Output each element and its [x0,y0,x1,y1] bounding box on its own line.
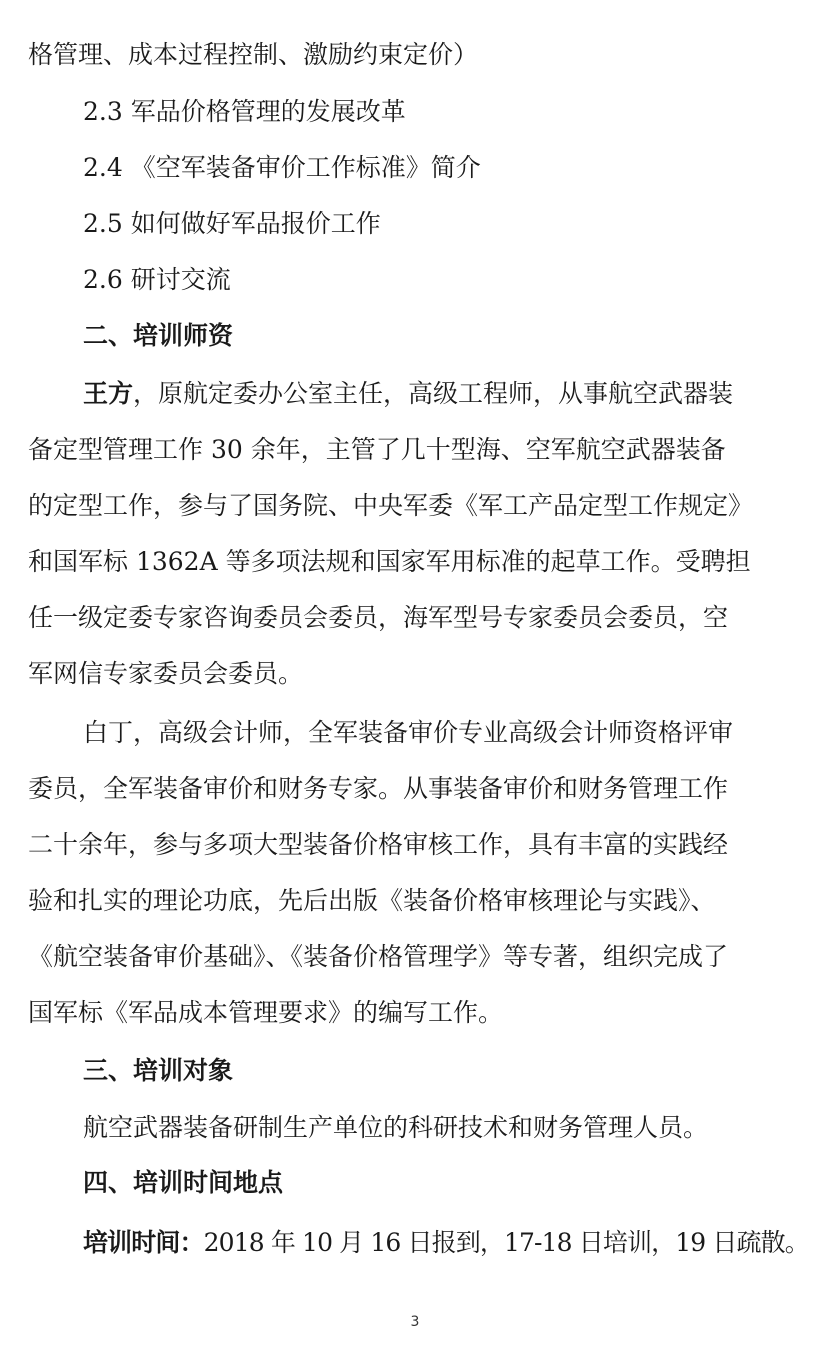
continued-line: 格管理、成本过程控制、激励约束定价） [28,40,479,69]
bio-baiding-line-5: 《航空装备审价基础》、《装备价格管理学》等专著，组织完成了 [28,942,729,971]
bio-wangfang-line-1-text: ，原航定委办公室主任，高级工程师，从事航空武器装 [133,379,734,408]
training-time-label: 培训时间： [83,1228,204,1257]
bio-baiding-line-3: 二十余年，参与多项大型装备价格审核工作，具有丰富的实践经 [28,830,729,859]
bio-wangfang-line-1 [83,377,803,411]
page-number: 3 [410,1314,420,1330]
toc-item-2-5: 2.5 如何做好军品报价工作 [83,209,381,238]
bio-wangfang-line-4: 和国军标 1362A 等多项法规和国家军用标准的起草工作。受聘担 [28,547,751,576]
training-time-line [83,1226,809,1260]
bio-baiding-line-1: 白丁，高级会计师，全军装备审价专业高级会计师资格评审 [83,718,734,747]
bio-wangfang-line-3: 的定型工作，参与了国务院、中央军委《军工产品定型工作规定》 [28,491,754,520]
toc-item-2-6: 2.6 研讨交流 [83,265,231,294]
training-time-value: 2018 年 10 月 16 日报到，17-18 日培训，19 日疏散。 [203,1228,809,1257]
bio-baiding-line-6: 国军标《军品成本管理要求》的编写工作。 [28,998,504,1027]
audience-text: 航空武器装备研制生产单位的科研技术和财务管理人员。 [83,1113,709,1142]
section-heading-audience: 三、培训对象 [83,1056,234,1085]
instructor-name-wangfang: 王方 [83,379,134,408]
toc-item-2-3: 2.3 军品价格管理的发展改革 [83,97,406,126]
section-heading-time-location: 四、培训时间地点 [83,1168,284,1197]
bio-wangfang-line-6: 军网信专家委员会委员。 [28,659,304,688]
section-heading-instructors: 二、培训师资 [83,321,234,350]
bio-wangfang-line-5: 任一级定委专家咨询委员会委员，海军型号专家委员会委员，空 [28,603,729,632]
bio-wangfang-line-2: 备定型管理工作 30 余年，主管了几十型海、空军航空武器装备 [28,435,726,464]
bio-baiding-line-4: 验和扎实的理论功底，先后出版《装备价格审核理论与实践》、 [28,886,716,915]
toc-item-2-4: 2.4 《空军装备审价工作标准》简介 [83,153,481,182]
bio-baiding-line-2: 委员，全军装备审价和财务专家。从事装备审价和财务管理工作 [28,774,729,803]
